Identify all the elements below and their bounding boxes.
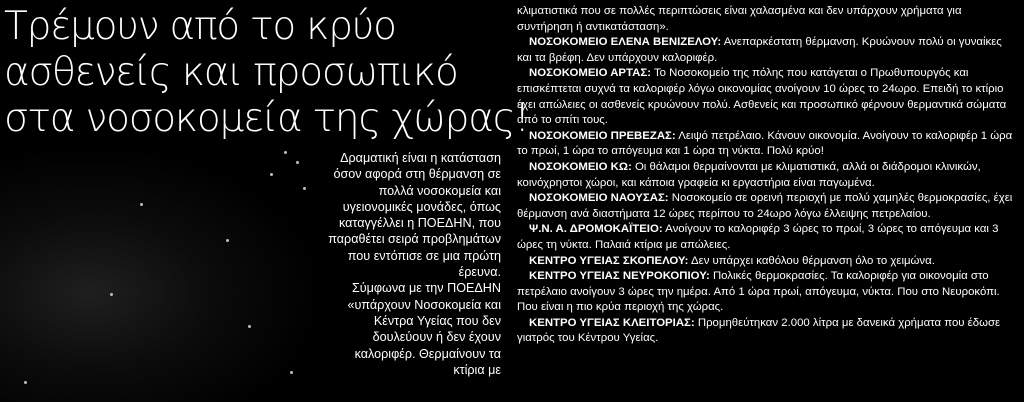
dark-photo bbox=[0, 143, 325, 402]
hospital-item bbox=[517, 160, 1019, 191]
photo-speck bbox=[296, 161, 299, 164]
hospital-text: Οι θάλαμοι θερμαίνονται με κλιματιστικά, αλλά οι διάδρομοι κλινικών, κοινόχρηστοι χώροι, και κάποια γραφεία κι εργαστήρια είναι παγωμένα. bbox=[517, 160, 981, 189]
headline-line: στα νοσοκομεία της χώρας! bbox=[4, 96, 529, 141]
photo-speck bbox=[110, 293, 113, 296]
lede-paragraph: Σύμφωνα με την ΠΟΕΔΗΝ «υπάρχουν Νοσοκομεία και Κέντρα Υγείας που δεν δουλεύουν ή δεν έχουν καλοριφέρ. Θερμαίνουν τα κτίρια με bbox=[347, 281, 501, 377]
hospital-text: Ανεπαρκέστατη θέρμανση. Κρυώνουν πολύ οι γυναίκες και τα βρέφη. Δεν υπάρχουν καλοριφέρ. bbox=[517, 36, 1002, 64]
hospital-name: ΚΕΝΤΡΟ ΥΓΕΙΑΣ ΣΚΟΠΕΛΟΥ: bbox=[529, 254, 689, 267]
photo-speck bbox=[284, 151, 287, 154]
hospital-name: ΝΟΣΟΚΟΜΕΙΟ ΚΩ: bbox=[529, 160, 632, 173]
photo-speck bbox=[248, 325, 251, 328]
article-body bbox=[517, 4, 1019, 347]
body-intro: κλιματιστικά που σε πολλές περιπτώσεις είναι χαλασμένα και δεν υπάρχουν χρήματα για συντήρηση ή αντικατάσταση». bbox=[517, 5, 962, 33]
hospital-name: ΚΕΝΤΡΟ ΥΓΕΙΑΣ ΝΕΥΡΟΚΟΠΙΟΥ: bbox=[529, 270, 710, 283]
photo-speck bbox=[24, 381, 27, 384]
hospital-item bbox=[517, 269, 1019, 316]
photo-speck bbox=[270, 173, 273, 176]
headline-line: ασθενείς και προσωπικό bbox=[4, 50, 458, 95]
hospital-text: Το Νοσοκομείο της πόλης που κατάγεται ο Πρωθυπουργός και επισκέπτεται συχνά τα καλοριφέρ λόγω οικονομίας ανοίγουν 10 ώρες το 24ωρο. Επειδή το κτίριο έχει απώλειες οι ασθενείς κρυώνουν πολύ. Ασθενείς και προσωπικό φέρνουν θερμαντικά σώματα από το σπίτι τους. bbox=[517, 67, 1007, 127]
hospital-text: Νοσοκομείο σε ορεινή περιοχή με πολύ χαμηλές θερμοκρασίες, έχει θέρμανση ανά διαστήματα 12 ώρες περίπου το 24ωρο λόγω έλλειψης πετρελαίου. bbox=[517, 192, 1013, 220]
hospital-item bbox=[517, 66, 1019, 128]
photo-speck bbox=[303, 187, 306, 190]
photo-speck bbox=[290, 371, 293, 374]
hospital-item bbox=[517, 316, 1019, 347]
hospital-text: Λειψό πετρέλαιο. Κάνουν οικονομία. Ανοίγουν το καλοριφέρ 1 ώρα το πρωί, 1 ώρα το απόγευμα και 1 ώρα τη νύκτα. Πολύ κρύο! bbox=[517, 129, 1013, 158]
hospital-name: ΝΟΣΟΚΟΜΕΙΟ ΠΡΕΒΕΖΑΣ: bbox=[529, 129, 676, 142]
lede bbox=[326, 150, 501, 378]
hospital-name: ΝΟΣΟΚΟΜΕΙΟ ΕΛΕΝΑ ΒΕΝΙΖΕΛΟΥ: bbox=[529, 36, 722, 49]
lede-paragraph: Δραματική είναι η κατάσταση όσον αφορά στη θέρμανση σε πολλά νοσοκομεία και υγειονομικές μονάδες, όπως καταγγέλλει η ΠΟΕΔΗΝ, που παραθέτει σειρά προβλημάτων που εντόπισε σε μια πρώτη έρευνα. bbox=[328, 151, 501, 280]
hospital-text: Δεν υπάρχει καθόλου θέρμανση όλο το χειμώνα. bbox=[688, 254, 935, 267]
hospital-name: ΝΟΣΟΚΟΜΕΙΟ ΑΡΤΑΣ: bbox=[529, 67, 651, 80]
hospital-item bbox=[517, 129, 1019, 160]
hospital-item bbox=[517, 35, 1019, 66]
hospital-item bbox=[517, 222, 1019, 253]
photo-speck bbox=[140, 203, 143, 206]
hospital-text: Ανοίγουν το καλοριφέρ 3 ώρες το πρωί, 3 ώρες το απόγευμα και 3 ώρες τη νύκτα. Παλαιά κτίρια με απώλειες. bbox=[517, 223, 999, 251]
hospital-text: Πολικές θερμοκρασίες. Τα καλοριφέρ για οικονομία στο πετρέλαιο ανοίγουν 3 ώρες την ημέρα. Από 1 ώρα πρωί, απόγευμα, νύκτα. Που στο Νευροκόπι. Που είναι η πιο κρύα περιοχή της χώρας. bbox=[517, 270, 1000, 314]
hospital-name: Ψ.Ν. Α. ΔΡΟΜΟΚΑΪΤΕΙΟ: bbox=[529, 223, 663, 236]
hospital-text: Προμηθεύτηκαν 2.000 λίτρα με δανεικά χρήματα που έδωσε γιατρός του Κέντρου Υγείας. bbox=[517, 316, 1001, 345]
photo-speck bbox=[226, 239, 229, 242]
headline bbox=[4, 4, 529, 142]
hospital-item bbox=[517, 254, 1019, 270]
hospital-name: ΚΕΝΤΡΟ ΥΓΕΙΑΣ ΚΛΕΙΤΟΡΙΑΣ: bbox=[529, 316, 695, 329]
headline-line: Τρέμουν από το κρύο bbox=[4, 4, 396, 49]
hospital-item bbox=[517, 191, 1019, 222]
hospital-name: ΝΟΣΟΚΟΜΕΙΟ ΝΑΟΥΣΑΣ: bbox=[529, 192, 669, 205]
